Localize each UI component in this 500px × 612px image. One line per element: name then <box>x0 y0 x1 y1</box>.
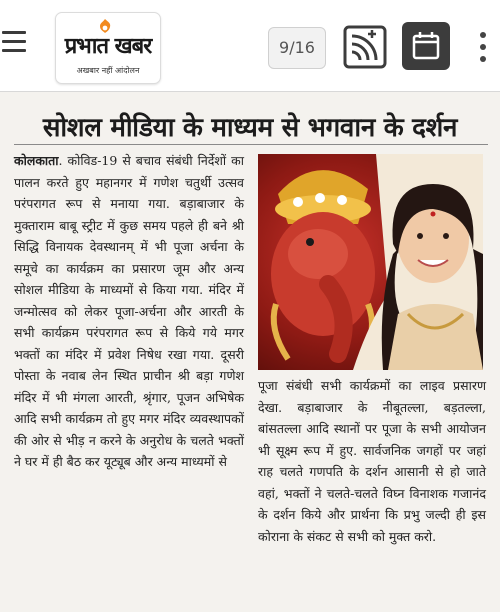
feed-icon[interactable] <box>342 24 388 70</box>
headline-divider <box>14 144 488 145</box>
calendar-icon[interactable] <box>402 22 450 70</box>
article-photo <box>258 154 483 370</box>
logo-name: प्रभात खबर <box>64 34 152 59</box>
article-column-right: पूजा संबंधी सभी कार्यक्रमों का लाइव प्रसारण देखा. बड़ाबाजार के नीबूतल्ला, बड़तल्ला, बांसतल्ला आदि स्थानों पर पूजा के सभी आयोजन भी सूक्ष्म रूप में हुए. सार्वजनिक जगहों पर जहां राह चलते गणपति के दर्शन आसानी से हो जाते वहां, भक्तों ने चलते-चलते विघ्न विनाशक गजानंद के दर्शन किये और प्रार्थना कि प्रभु जल्दी ही इस कोराना के संकट से सभी को मुक्त करो. <box>258 378 486 544</box>
ganesh-and-woman-image <box>258 154 483 370</box>
article-column-left <box>14 150 244 473</box>
article-headline: सोशल मीडिया के माध्यम से भगवान के दर्शन <box>42 113 458 143</box>
menu-icon[interactable] <box>2 29 28 55</box>
article-body-left: . कोविड-19 से बचाव संबंधी निर्देशों का पालन करते हुए महानगर में गणेश चतुर्थी उत्सव परंपरागत रूप से मनाया गया. बड़ाबाजार के मुक्ताराम बाबू स्ट्रीट में कुछ समय पहले ही बने श्री सिद्धि विनायक देवस्थानम् में भी पूजा अर्चना के समूचे का कार्यक्रम का प्रसारण जूम और अन्य सोशल मीडिया के माध्यमों से किया गया. मंदिर में जन्मोत्सव को लेकर पूजा-अर्चना और आरती के सभी कार्यक्रम परंपरागत रूप से किये गये मगर भक्तों का मंदिर में प्रवेश निषेध रखा गया. दूसरी पोस्ता के नवाब लेन स्थित प्राचीन श्री बड़ा गणेश मंदिर में भी मंगला आरती, श्रृंगार, पूजन अभिषेक आदि सभी कार्यक्रम तो हुए मगर मंदिर व्यवस्थापकों की ओर से भीड़ न करने के अनुरोध के चलते भक्तों ने घर में ही बैठ कर यूट्यूब और अन्य माध्यमों से <box>14 153 244 469</box>
calendar-glyph <box>402 22 450 70</box>
article-dateline: कोलकाता <box>14 153 59 168</box>
more-vertical-icon[interactable] <box>478 30 488 64</box>
app-header <box>0 0 500 92</box>
page-indicator[interactable]: 9/16 <box>268 27 326 69</box>
logo-tagline: अखबार नहीं आंदोलन <box>76 66 140 75</box>
newspaper-logo[interactable] <box>55 12 161 84</box>
newspaper-clipping <box>0 92 500 612</box>
